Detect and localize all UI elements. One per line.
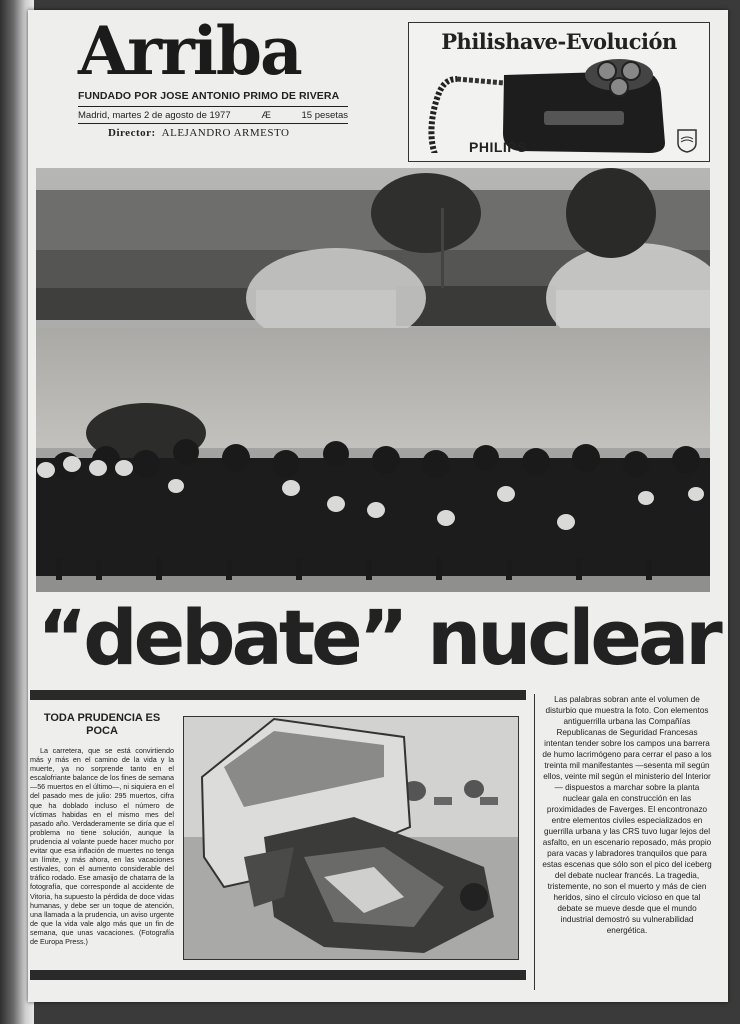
- right-column-article: Las palabras sobran ante el volumen de disturbio que muestra la foto. Con elementos antiguerrilla urbana las Compañías Republicanas de Seguridad Francesas intentan tender sobre los campos una barrera de humo lacrimógeno para cerrar el paso a los treinta mil manifestantes —sesenta mil según ellos, veinte mil según el ministerio del Interior— dispuestos a marchar sobre la planta nuclear gala en construcción en las proximidades de Faverges. El encontronazo entre elementos civiles especializados en guerrilla urbana y las CRS tuvo lugar lejos del asfalto, en un escenario reposado, más propio para vacas y labradores tranquilos que para estas escenas que sólo son el pico del iceberg del debate nuclear francés. La tragedia, tristemente, no son el muerto y más de cien heridos, sino el círculo vicioso en que tal debate se mueve desde que el mundo industrial demostró su vulnerabilidad energética.: [542, 695, 712, 935]
- dateline: [78, 107, 348, 124]
- philishave-advertisement: [408, 22, 710, 162]
- bus-wreck-photo: [183, 716, 519, 960]
- issue-date: Madrid, martes 2 de agosto de 1977: [78, 110, 231, 121]
- masthead: [78, 12, 348, 139]
- founder-line: FUNDADO POR JOSE ANTONIO PRIMO DE RIVERA: [78, 90, 348, 107]
- left-column: [30, 712, 174, 946]
- caption-kicker: TODA PRUDENCIA ES POCA: [43, 712, 161, 737]
- main-headline: “debate” nuclear: [37, 593, 719, 682]
- issue-price: 15 pesetas: [301, 110, 348, 121]
- issue-mark: Æ: [261, 110, 271, 121]
- headline-rule: [30, 690, 526, 700]
- director-line: [78, 124, 348, 139]
- bottom-rule: [30, 970, 526, 980]
- ad-title: Philishave-Evolución: [441, 29, 677, 54]
- column-divider: [534, 694, 535, 990]
- director-label: Director:: [108, 127, 156, 139]
- riot-police-line-photo: [36, 168, 710, 592]
- newspaper-logo: Arriba: [78, 12, 301, 90]
- accident-caption: La carretera, que se está convirtiendo más y más en el camino de la vida y la muerte, ya no sorprende tanto en el escalofriante balance de los fines de semana —56 muertos en el último—, ni siquiera en el del pasado mes de julio: 295 muertos, cifra que ha doblado incluso el número de víctimas habidas en el mismo mes del pasado año. Verdaderamente se diría que el problema no tiene solución, aunque la prudencia al volante puede hacer mucho por evitar que esa inflación de muertes no tenga un límite, y más ahora, en las vacaciones estivales, con el aumento considerable del tráfico rodado. Ese amasijo de chatarra de la fotografía, que corresponde al accidente de Vitoria, ha supuesto la pérdida de doce vidas humanas, y debe ser un toque de atención, una llamada a la prudencia, un aviso urgente de que la vida vale algo más que un fin de semana, que unas vacaciones. (Fotografía de Europa Press.): [30, 746, 174, 946]
- director-name: ALEJANDRO ARMESTO: [161, 127, 290, 139]
- philips-shield-icon: [677, 129, 697, 153]
- newspaper-front-page: [28, 10, 728, 1002]
- electric-shaver-icon: [409, 53, 709, 153]
- ad-brand: PHILIPS: [469, 139, 527, 155]
